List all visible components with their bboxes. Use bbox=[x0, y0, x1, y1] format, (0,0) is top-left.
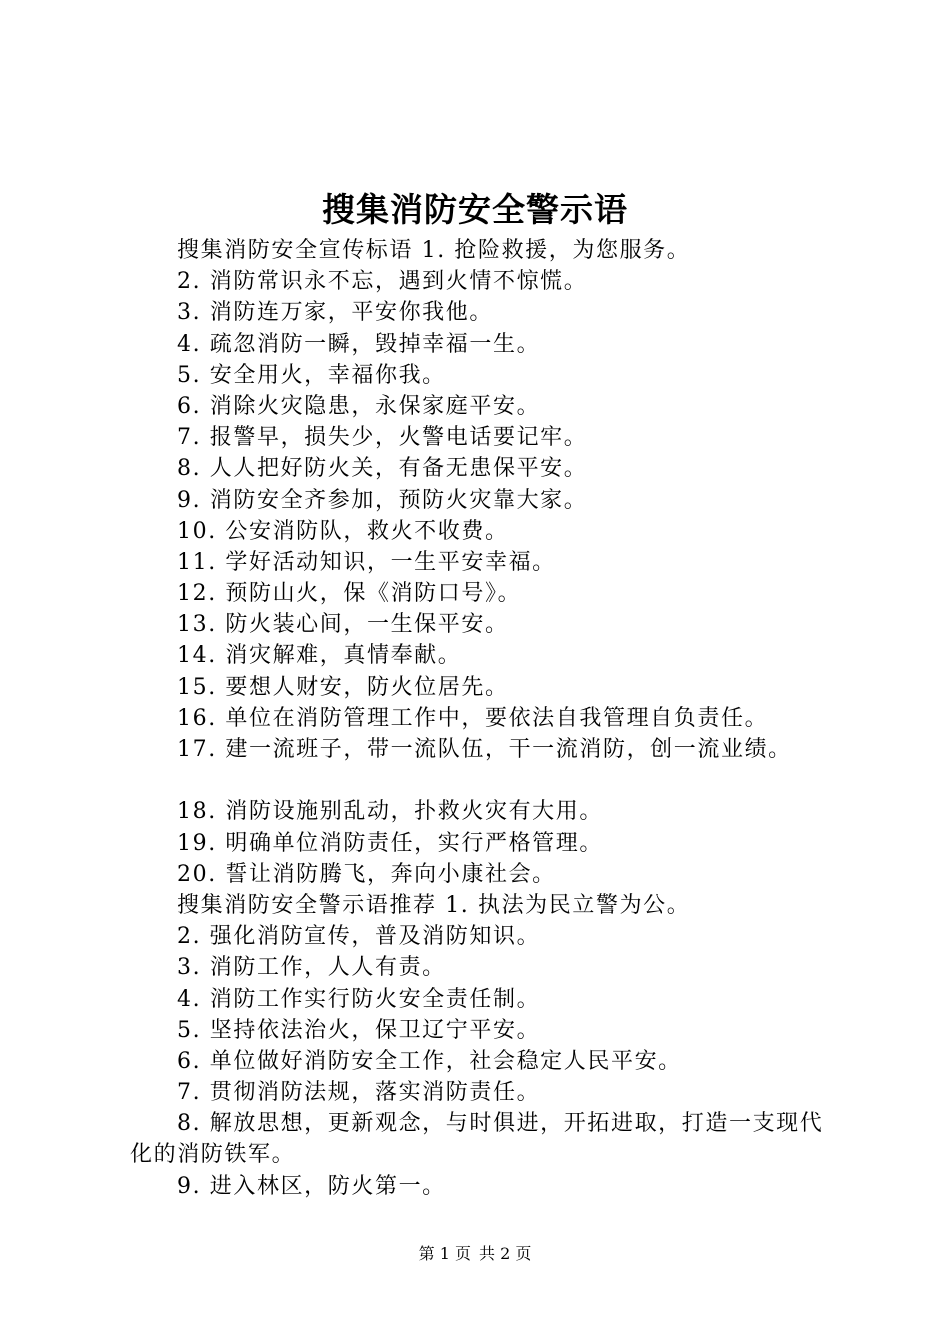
slogan-line: 11. 学好活动知识，一生平安幸福。 bbox=[177, 549, 556, 575]
slogan-paragraph: 8. 解放思想，更新观念，与时俱进，开拓进取，打造一支现代化的消防铁军。 bbox=[130, 1111, 824, 1168]
slogan-line: 8. 人人把好防火关，有备无患保平安。 bbox=[177, 456, 588, 482]
slogan-line: 20. 誓让消防腾飞，奔向小康社会。 bbox=[177, 861, 556, 887]
document-title: 搜集消防安全警示语 bbox=[322, 190, 628, 229]
blank-line bbox=[130, 765, 835, 796]
slogan-line: 搜集消防安全警示语推荐 1. 执法为民立警为公。 bbox=[177, 892, 691, 918]
slogan-line: 19. 明确单位消防责任，实行严格管理。 bbox=[177, 830, 603, 856]
slogan-line: 12. 预防山火，保《消防口号》。 bbox=[177, 581, 522, 607]
page-footer bbox=[0, 1244, 950, 1264]
slogan-line: 6. 单位做好消防安全工作，社会稳定人民平安。 bbox=[177, 1048, 682, 1074]
slogan-line: 2. 强化消防宣传，普及消防知识。 bbox=[177, 924, 541, 950]
slogan-line: 4. 疏忽消防一瞬，毁掉幸福一生。 bbox=[177, 331, 541, 357]
slogan-line: 5. 坚持依法治火，保卫辽宁平安。 bbox=[177, 1017, 541, 1043]
slogan-line: 5. 安全用火，幸福你我。 bbox=[177, 362, 446, 388]
slogan-line: 6. 消除火灾隐患，永保家庭平安。 bbox=[177, 393, 541, 419]
slogan-line: 7. 报警早，损失少，火警电话要记牢。 bbox=[177, 425, 588, 451]
slogan-line: 2. 消防常识永不忘，遇到火情不惊慌。 bbox=[177, 269, 588, 295]
slogan-line: 10. 公安消防队，救火不收费。 bbox=[177, 518, 509, 544]
slogan-line: 4. 消防工作实行防火安全责任制。 bbox=[177, 986, 541, 1012]
slogan-line: 16. 单位在消防管理工作中，要依法自我管理自负责任。 bbox=[177, 705, 769, 731]
slogan-line: 7. 贯彻消防法规，落实消防责任。 bbox=[177, 1080, 541, 1106]
document-body bbox=[130, 235, 835, 1202]
slogan-line: 14. 消灾解难，真情奉献。 bbox=[177, 643, 462, 669]
slogan-line: 3. 消防工作，人人有责。 bbox=[177, 955, 446, 981]
slogan-line: 9. 消防安全齐参加，预防火灾靠大家。 bbox=[177, 487, 588, 513]
page-total: 共 2 页 bbox=[479, 1244, 532, 1263]
slogan-line: 3. 消防连万家，平安你我他。 bbox=[177, 300, 493, 326]
slogan-line: 搜集消防安全宣传标语 1. 抢险救援，为您服务。 bbox=[177, 238, 691, 263]
page-number: 第 1 页 bbox=[418, 1244, 471, 1263]
slogan-line: 15. 要想人财安，防火位居先。 bbox=[177, 674, 509, 700]
slogan-line: 17. 建一流班子，带一流队伍，干一流消防，创一流业绩。 bbox=[177, 737, 792, 762]
slogan-line: 9. 进入林区，防火第一。 bbox=[177, 1173, 446, 1199]
slogan-line: 18. 消防设施别乱动，扑救火灾有大用。 bbox=[177, 799, 603, 825]
slogan-list bbox=[130, 235, 835, 1108]
slogan-line: 13. 防火装心间，一生保平安。 bbox=[177, 612, 509, 638]
